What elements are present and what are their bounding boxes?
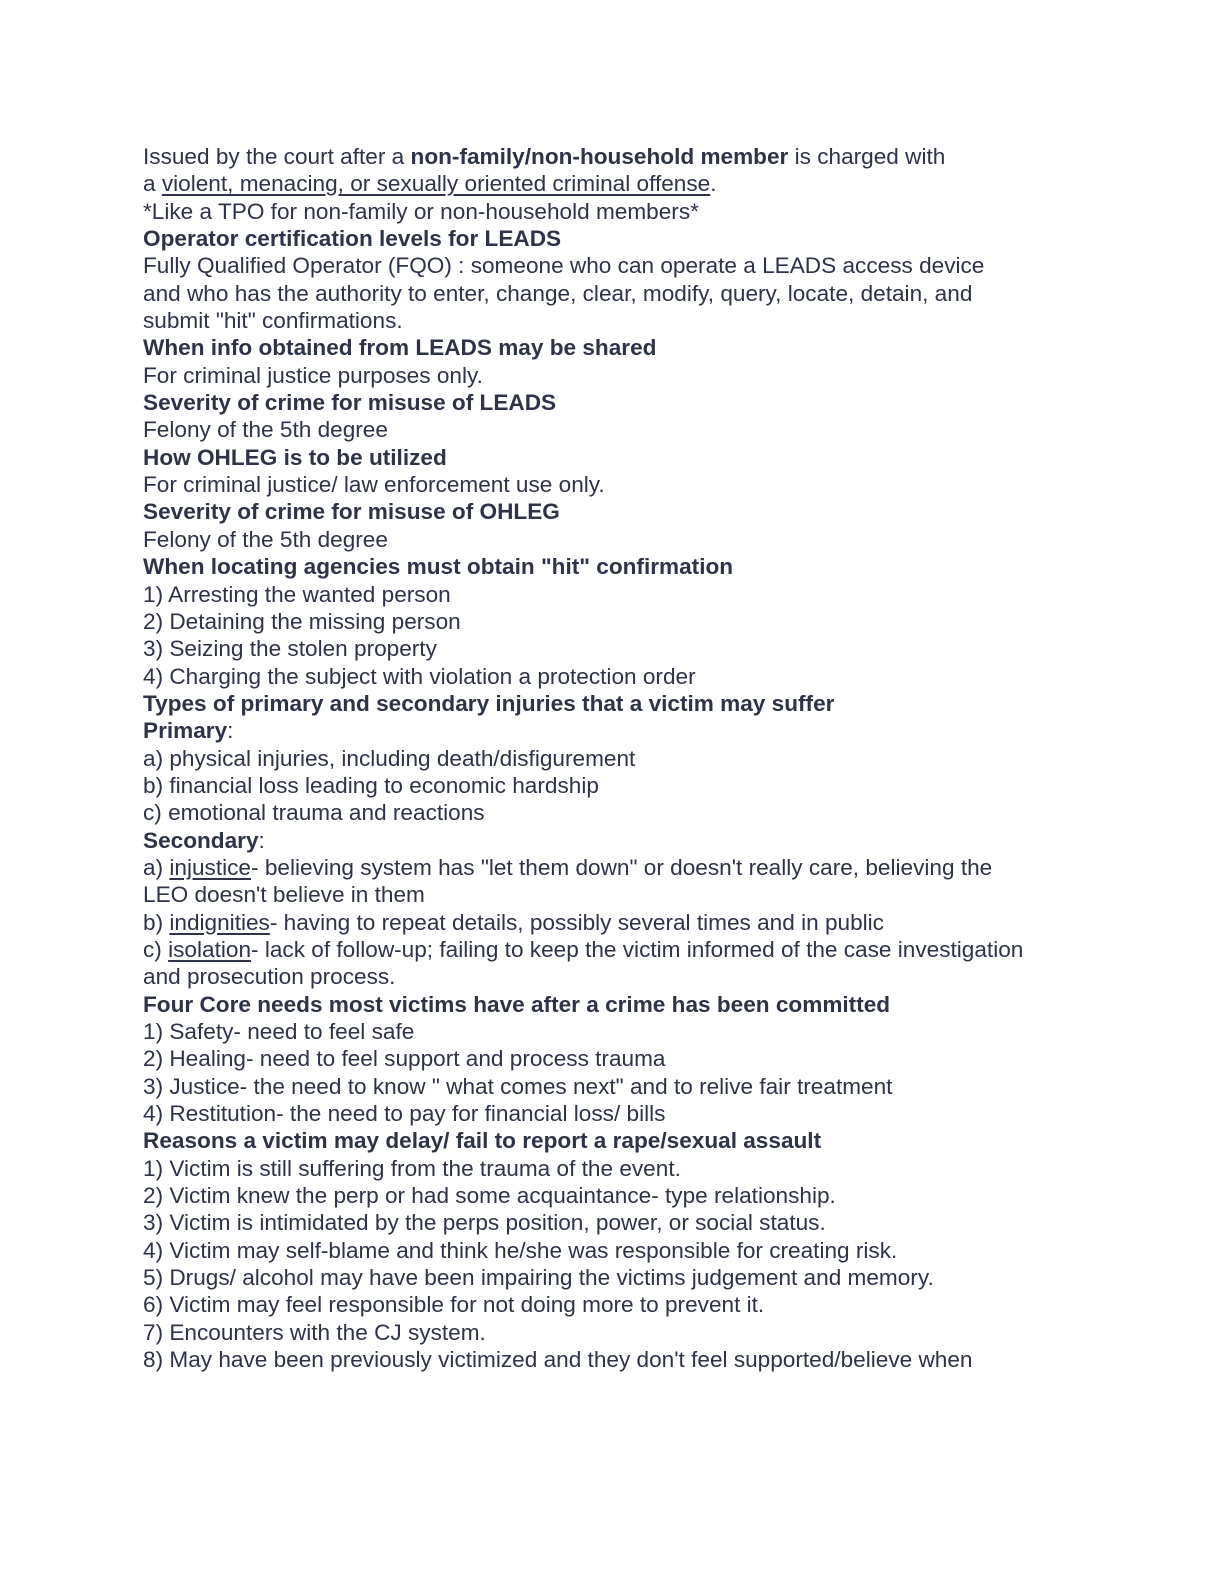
item-prefix: c) — [143, 936, 169, 962]
section-heading: How OHLEG is to be utilized — [143, 444, 447, 470]
list-item: 2) Detaining the missing person — [143, 608, 461, 634]
answer-line: For criminal justice/ law enforcement use only. — [143, 472, 605, 498]
intro-underlined-term: violent, menacing, or sexually oriented criminal offense — [161, 171, 711, 197]
item-text: - believing system has "let them down" or doesn't really care, believing the — [251, 854, 993, 880]
section-heading: When info obtained from LEADS may be shared — [143, 335, 657, 361]
list-item: a) physical injuries, including death/disfigurement — [143, 745, 636, 771]
answer-line: Felony of the 5th degree — [143, 417, 388, 443]
section-heading: Operator certification levels for LEADS — [143, 226, 562, 252]
intro-line — [143, 170, 1103, 197]
list-item: 3) Seizing the stolen property — [143, 636, 437, 662]
intro-text: Issued by the court after a — [143, 144, 411, 169]
section-heading: When locating agencies must obtain "hit" confirmation — [143, 554, 734, 580]
list-item: 1) Arresting the wanted person — [143, 581, 451, 607]
item-text: - having to repeat details, possibly several times and in public — [269, 909, 884, 935]
intro-line — [143, 143, 1103, 170]
answer-line: Felony of the 5th degree — [143, 526, 388, 552]
list-item: 6) Victim may feel responsible for not doing more to prevent it. — [143, 1292, 765, 1318]
section-heading: Severity of crime for misuse of OHLEG — [143, 499, 560, 525]
list-item: b) financial loss leading to economic hardship — [143, 772, 599, 798]
answer-line: submit "hit" confirmations. — [143, 308, 403, 334]
primary-label-line — [143, 717, 1103, 744]
intro-bold-term: non-family/non-household member — [410, 144, 789, 169]
primary-label: Primary — [143, 718, 228, 744]
intro-note: *Like a TPO for non-family or non-household members* — [143, 198, 699, 224]
underlined-term: isolation — [168, 936, 252, 962]
label-colon: : — [227, 718, 234, 744]
list-item: 4) Restitution- the need to pay for financial loss/ bills — [143, 1101, 666, 1127]
item-text: - lack of follow-up; failing to keep the victim informed of the case investigation — [251, 936, 1024, 962]
list-item: 1) Victim is still suffering from the trauma of the event. — [143, 1155, 681, 1181]
list-item-continuation: LEO doesn't believe in them — [143, 882, 425, 908]
answer-line: For criminal justice purposes only. — [143, 362, 483, 388]
label-colon: : — [258, 827, 265, 853]
list-item-continuation: and prosecution process. — [143, 964, 396, 990]
list-item: 3) Victim is intimidated by the perps position, power, or social status. — [143, 1210, 826, 1236]
list-item: 2) Healing- need to feel support and process trauma — [143, 1046, 666, 1072]
underlined-term: injustice — [169, 854, 252, 880]
section-heading: Severity of crime for misuse of LEADS — [143, 390, 557, 416]
list-item: 4) Victim may self-blame and think he/she was responsible for creating risk. — [143, 1237, 898, 1263]
list-item: c) emotional trauma and reactions — [143, 800, 485, 826]
intro-text: . — [710, 171, 717, 197]
intro-text: is charged with — [788, 144, 946, 169]
list-item: 8) May have been previously victimized and they don't feel supported/believe when — [143, 1347, 973, 1373]
list-item: 1) Safety- need to feel safe — [143, 1019, 415, 1044]
secondary-label-line — [143, 827, 1103, 854]
answer-line: and who has the authority to enter, change, clear, modify, query, locate, detain, and — [143, 280, 973, 306]
intro-text: a — [143, 171, 162, 197]
list-item — [143, 854, 1103, 881]
list-item: 2) Victim knew the perp or had some acquaintance- type relationship. — [143, 1183, 836, 1209]
list-item — [143, 909, 1103, 936]
document-page — [143, 143, 1103, 1373]
answer-line: Fully Qualified Operator (FQO) : someone who can operate a LEADS access device — [143, 253, 985, 279]
section-heading: Types of primary and secondary injuries that a victim may suffer — [143, 690, 835, 716]
list-item: 3) Justice- the need to know " what comes next" and to relive fair treatment — [143, 1073, 893, 1099]
underlined-term: indignities — [169, 909, 270, 935]
list-item: 7) Encounters with the CJ system. — [143, 1319, 486, 1345]
list-item: 5) Drugs/ alcohol may have been impairing the victims judgement and memory. — [143, 1265, 934, 1291]
section-heading: Four Core needs most victims have after a crime has been committed — [143, 991, 891, 1017]
section-heading: Reasons a victim may delay/ fail to report a rape/sexual assault — [143, 1128, 822, 1154]
item-prefix: b) — [143, 909, 170, 935]
secondary-label: Secondary — [143, 827, 259, 853]
item-prefix: a) — [143, 854, 170, 880]
list-item — [143, 936, 1103, 963]
list-item: 4) Charging the subject with violation a protection order — [143, 663, 696, 689]
